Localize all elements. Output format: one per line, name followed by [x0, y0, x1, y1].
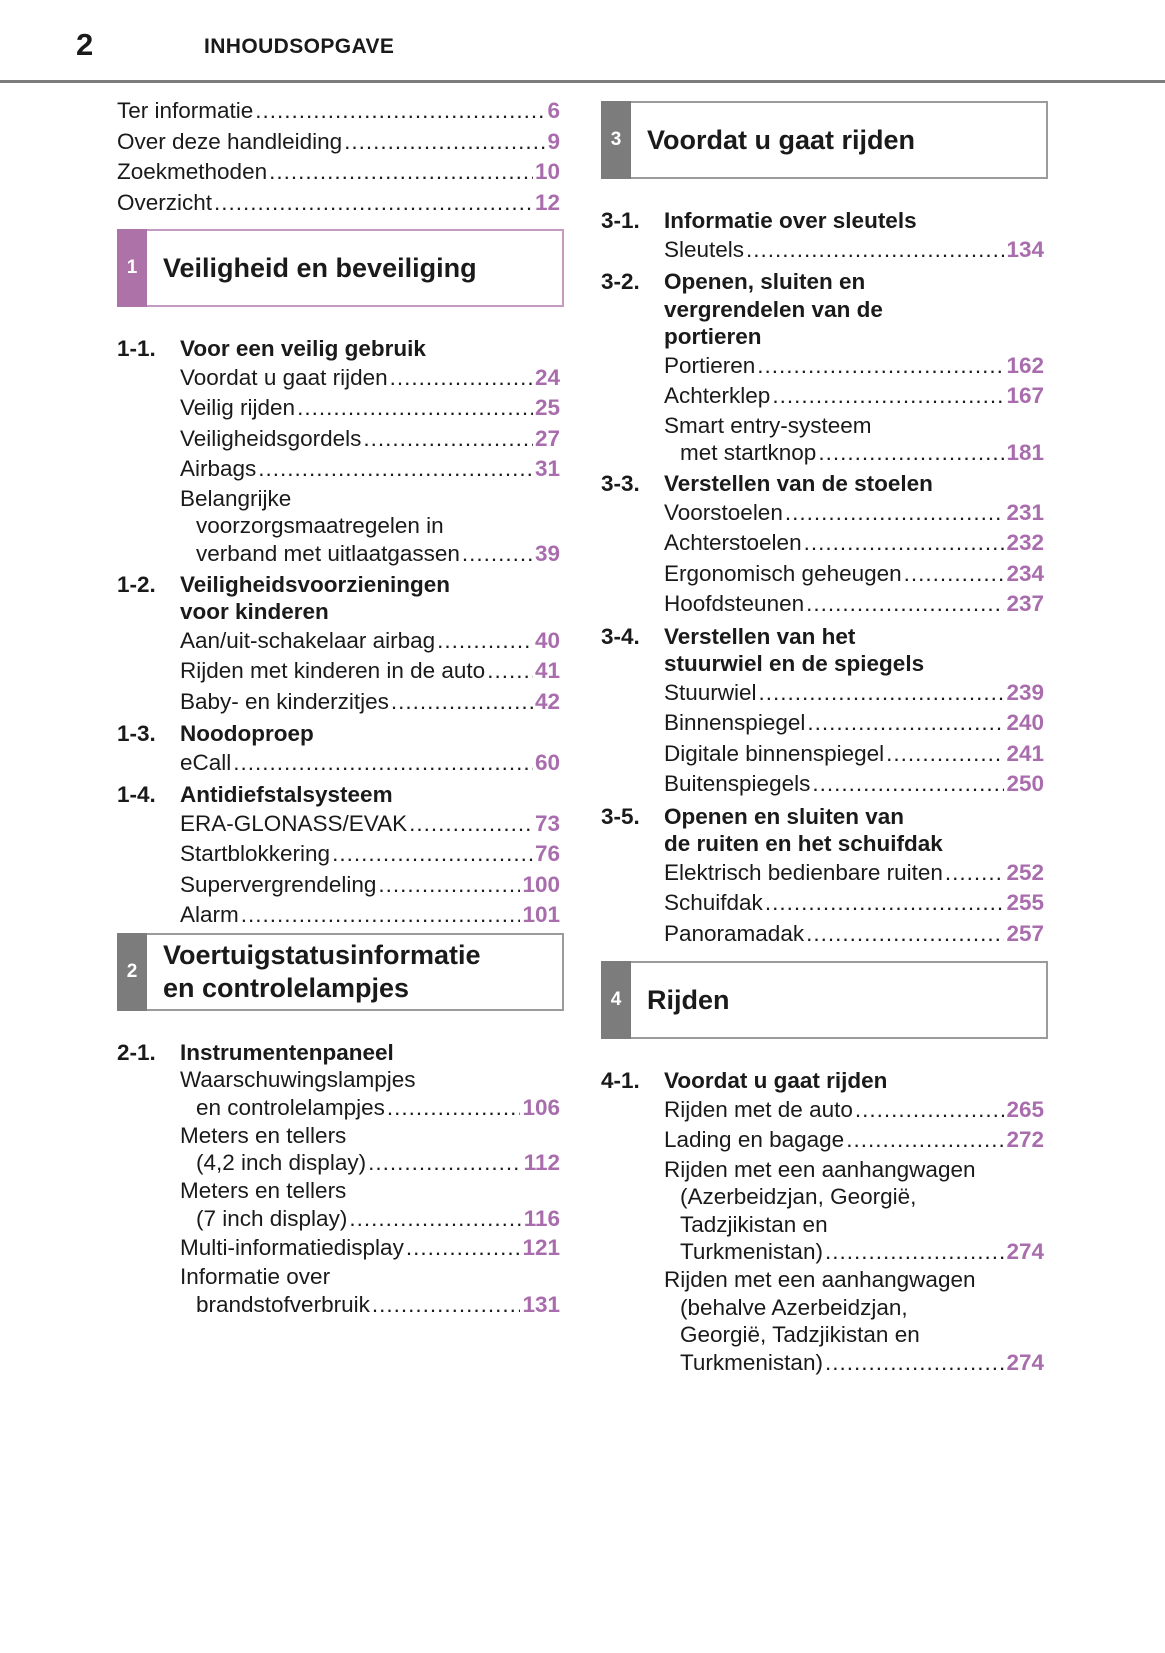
page-link[interactable]: 6	[547, 98, 560, 123]
chapter-title: Veiligheid en beveiliging	[163, 252, 477, 283]
page-link[interactable]: 42	[534, 688, 560, 714]
toc-entry[interactable]: Overzicht ..... 12	[117, 188, 564, 219]
toc-entry[interactable]: Portieren ..... 162	[664, 351, 1048, 382]
section-heading[interactable]: 1-2. Veiligheidsvoorzieningen voor kinderen	[117, 571, 451, 624]
toc-entry[interactable]: Hoofdsteunen ..... 237	[664, 589, 1048, 620]
chapter-3-header[interactable]	[601, 101, 1048, 179]
toc-entry[interactable]: Elektrisch bedienbare ruiten ..... 252	[664, 858, 1048, 889]
page-link[interactable]: 121	[522, 1234, 560, 1260]
page-link[interactable]: 241	[1006, 740, 1044, 766]
section-4-1	[601, 1067, 1048, 1377]
toc-entry[interactable]: Achterklep ..... 167	[664, 381, 1048, 412]
chapter-4-header[interactable]	[601, 961, 1048, 1039]
page-title: INHOUDSOPGAVE	[204, 35, 395, 58]
section-heading[interactable]: 4-1. Voordat u gaat rijden	[601, 1068, 888, 1093]
toc-entry[interactable]: Voordat u gaat rijden ..... 24	[180, 363, 564, 394]
toc-entry[interactable]: Veilig rijden ..... 25	[180, 393, 564, 424]
section-1-3	[117, 720, 564, 778]
page-link[interactable]: 134	[1006, 236, 1044, 262]
toc-entry[interactable]: Ergonomisch geheugen ..... 234	[664, 559, 1048, 590]
toc-right-column	[601, 96, 1048, 1377]
toc-entry[interactable]: Airbags ..... 31	[180, 454, 564, 485]
toc-entry-multiline[interactable]: Meters en tellers (7 inch display) ..... 116	[180, 1177, 564, 1233]
section-heading[interactable]: 3-1. Informatie over sleutels	[601, 208, 917, 233]
page-link[interactable]: 40	[534, 627, 560, 653]
chapter-number-tab: 4	[601, 961, 631, 1039]
page-link[interactable]: 100	[522, 871, 560, 897]
toc-entry[interactable]: Multi-informatiedisplay ..... 121	[180, 1233, 564, 1264]
section-3-1	[601, 207, 1048, 265]
chapter-1-header[interactable]	[117, 229, 564, 307]
section-heading[interactable]: 3-2. Openen, sluiten en vergrendelen van de portieren	[601, 269, 883, 349]
page-link[interactable]: 234	[1006, 560, 1044, 586]
toc-entry[interactable]: Binnenspiegel ..... 240	[664, 708, 1048, 739]
page-link[interactable]: 265	[1006, 1096, 1044, 1122]
page-link[interactable]: 116	[523, 1205, 560, 1231]
page-link[interactable]: 27	[534, 425, 560, 451]
intro-entries	[117, 96, 564, 218]
section-heading[interactable]: 1-3. Noodoproep	[117, 721, 314, 746]
toc-entry-multiline[interactable]: Belangrijke voorzorgsmaatregelen in verband met uitlaatgassen ..... 39	[180, 485, 564, 568]
section-1-2	[117, 571, 564, 718]
toc-entry-multiline[interactable]: Rijden met een aanhangwagen (Azerbeidzjan, Georgië, Tadzjikistan en Turkmenistan) ..... 274	[664, 1156, 1048, 1267]
section-heading[interactable]: 3-3. Verstellen van de stoelen	[601, 471, 933, 496]
page-link[interactable]: 237	[1006, 591, 1044, 616]
page-link[interactable]: 25	[534, 395, 560, 420]
toc-entry-multiline[interactable]: Rijden met een aanhangwagen (behalve Azerbeidzjan, Georgië, Tadzjikistan en Turkmenistan) ..... 274	[664, 1266, 1048, 1377]
page-link[interactable]: 255	[1006, 890, 1044, 915]
toc-entry-multiline[interactable]: Informatie over brandstofverbruik ..... 131	[180, 1263, 564, 1319]
page-link[interactable]: 167	[1006, 383, 1044, 408]
page-link[interactable]: 252	[1006, 859, 1044, 885]
toc-entry[interactable]: Schuifdak ..... 255	[664, 888, 1048, 919]
toc-entry[interactable]: Ter informatie ..... 6	[117, 96, 564, 127]
page-link[interactable]: 60	[534, 749, 560, 775]
section-heading[interactable]: 3-5. Openen en sluiten van de ruiten en het schuifdak	[601, 803, 943, 856]
chapter-title: Voertuigstatusinformatie en controlelampjes	[163, 939, 481, 1003]
section-2-1	[117, 1039, 564, 1319]
page-link[interactable]: 76	[534, 841, 560, 866]
page-link[interactable]: 24	[534, 364, 560, 390]
section-3-3	[601, 470, 1048, 620]
toc-entry[interactable]: Zoekmethoden ..... 10	[117, 157, 564, 188]
page-link[interactable]: 257	[1006, 920, 1044, 946]
page-link[interactable]: 240	[1006, 710, 1044, 735]
page-link[interactable]: 131	[522, 1291, 560, 1317]
toc-entry[interactable]: Buitenspiegels ..... 250	[664, 769, 1048, 800]
page-link[interactable]: 101	[522, 902, 560, 927]
toc-entry-multiline[interactable]: Meters en tellers (4,2 inch display) ..... 112	[180, 1122, 564, 1178]
section-3-5	[601, 803, 1048, 950]
page-link[interactable]: 274	[1006, 1349, 1044, 1375]
toc-entry[interactable]: Stuurwiel ..... 239	[664, 678, 1048, 709]
section-3-4	[601, 623, 1048, 800]
chapter-number-tab: 2	[117, 933, 147, 1011]
toc-entry[interactable]: Veiligheidsgordels ..... 27	[180, 424, 564, 455]
toc-entry[interactable]: eCall ..... 60	[180, 748, 564, 779]
toc-entry[interactable]: Over deze handleiding ..... 9	[117, 127, 564, 158]
chapter-title: Voordat u gaat rijden	[647, 124, 916, 155]
toc-left-column	[117, 96, 564, 1319]
toc-entry[interactable]: Achterstoelen ..... 232	[664, 528, 1048, 559]
page-link[interactable]: 112	[523, 1150, 560, 1175]
toc-entry-multiline[interactable]: Waarschuwingslampjes en controlelampjes ..... 106	[180, 1066, 564, 1122]
toc-entry[interactable]: Supervergrendeling ..... 100	[180, 870, 564, 901]
section-1-1	[117, 335, 564, 568]
section-1-4	[117, 781, 564, 931]
section-heading[interactable]: 1-1. Voor een veilig gebruik	[117, 336, 426, 361]
page-link[interactable]: 274	[1006, 1239, 1044, 1264]
toc-entry[interactable]: Rijden met kinderen in de auto ..... 41	[180, 656, 564, 687]
toc-entry[interactable]: Baby- en kinderzitjes ..... 42	[180, 687, 564, 718]
section-heading[interactable]: 2-1. Instrumentenpaneel	[117, 1039, 394, 1065]
section-heading[interactable]: 3-4. Verstellen van het stuurwiel en de spiegels	[601, 623, 925, 676]
toc-entry-multiline[interactable]: Smart entry-systeem met startknop ..... 181	[664, 412, 1048, 468]
toc-entry[interactable]: Lading en bagage ..... 272	[664, 1125, 1048, 1156]
page-link[interactable]: 31	[534, 456, 560, 481]
page-link[interactable]: 181	[1006, 440, 1044, 465]
chapter-number-tab: 1	[117, 229, 147, 307]
section-3-2	[601, 268, 1048, 467]
page-link[interactable]: 250	[1006, 771, 1044, 796]
page-link[interactable]: 10	[534, 159, 560, 184]
toc-entry[interactable]: Panoramadak ..... 257	[664, 919, 1048, 950]
page-link[interactable]: 12	[534, 189, 560, 215]
chapter-2-header[interactable]	[117, 933, 564, 1011]
toc-entry[interactable]: Sleutels ..... 134	[664, 235, 1048, 266]
toc-entry[interactable]: Voorstoelen ..... 231	[664, 498, 1048, 529]
page-link[interactable]: 239	[1006, 679, 1044, 705]
toc-entry[interactable]: Rijden met de auto ..... 265	[664, 1095, 1048, 1126]
page-link[interactable]: 231	[1006, 499, 1044, 525]
page-link[interactable]: 73	[534, 810, 560, 836]
page-link[interactable]: 232	[1006, 530, 1044, 555]
toc-entry[interactable]: Alarm ..... 101	[180, 900, 564, 931]
chapter-number-tab: 3	[601, 101, 631, 179]
page-header	[0, 0, 1165, 83]
chapter-title: Rijden	[647, 984, 730, 1015]
section-heading[interactable]: 1-4. Antidiefstalsysteem	[117, 782, 393, 807]
page-link[interactable]: 41	[534, 658, 560, 683]
page-number: 2	[76, 27, 94, 62]
page-link[interactable]: 162	[1006, 352, 1044, 378]
toc-entry[interactable]: Startblokkering ..... 76	[180, 839, 564, 870]
page-link[interactable]: 9	[547, 128, 560, 154]
page-link[interactable]: 272	[1006, 1127, 1044, 1152]
toc-entry[interactable]: ERA-GLONASS/EVAK ..... 73	[180, 809, 564, 840]
toc-entry[interactable]: Digitale binnenspiegel ..... 241	[664, 739, 1048, 770]
page-link[interactable]: 39	[534, 540, 560, 566]
page-link[interactable]: 106	[522, 1094, 560, 1120]
toc-entry[interactable]: Aan/uit-schakelaar airbag ..... 40	[180, 626, 564, 657]
